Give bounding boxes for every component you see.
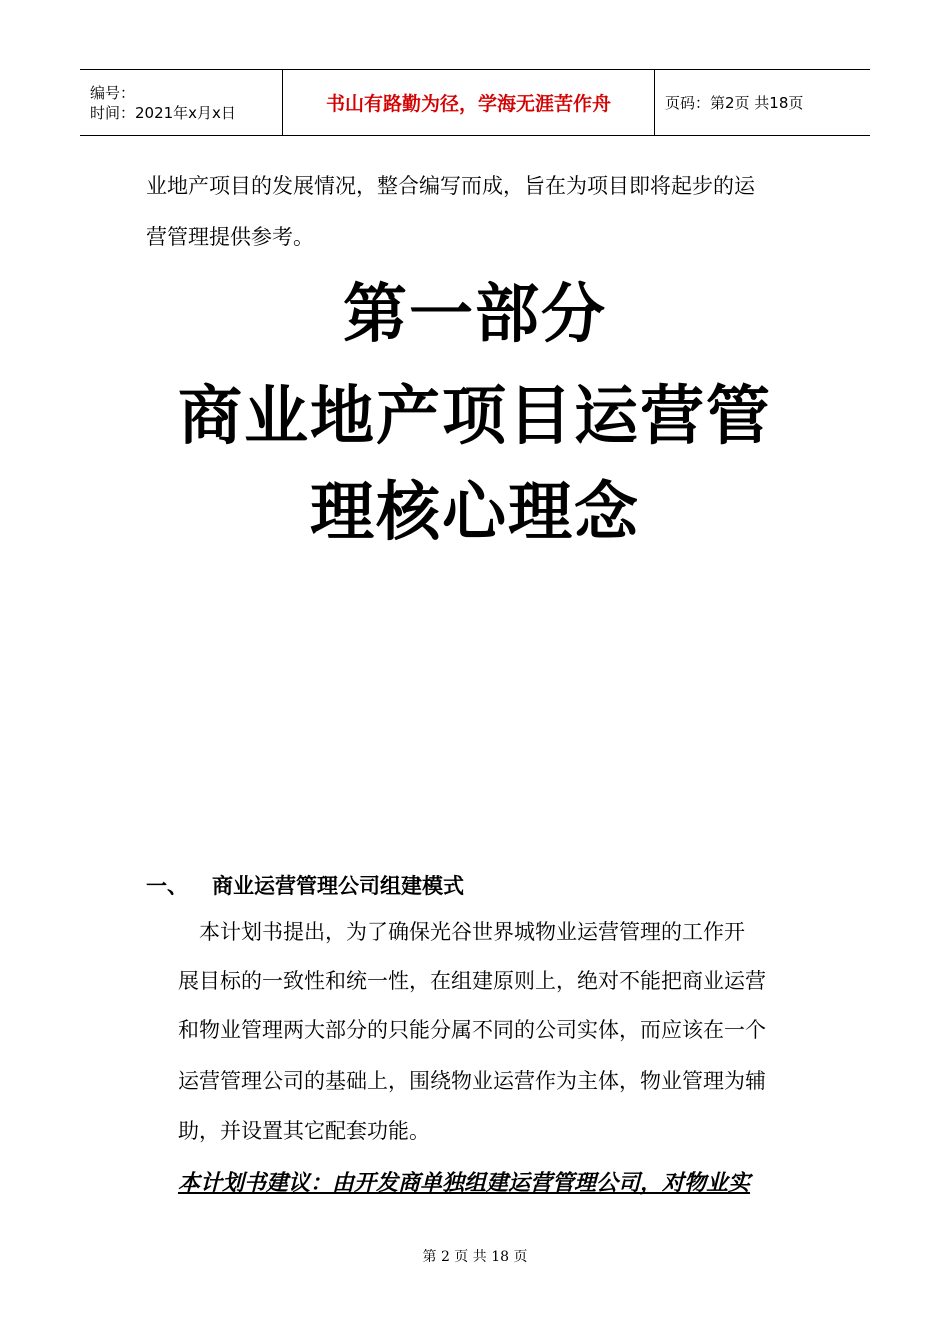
page-header bbox=[80, 69, 870, 136]
header-motto: 书山有路勤为径，学海无涯苦作舟 bbox=[325, 93, 611, 115]
suggestion-text: 本计划书建议：由开发商单独组建运营管理公司，对物业实 bbox=[178, 1170, 751, 1196]
section-number: 一、 bbox=[146, 874, 188, 898]
part-title: 第一部分 bbox=[343, 278, 607, 352]
part-subtitle-line-2: 理核心理念 bbox=[310, 476, 640, 550]
header-meta bbox=[80, 70, 282, 135]
section-heading bbox=[146, 870, 464, 900]
body-line: 和物业管理两大部分的只能分属不同的公司实体，而应该在一个 bbox=[178, 1018, 766, 1042]
section-title: 商业运营管理公司组建模式 bbox=[212, 874, 464, 898]
page-footer: 第 2 页 共 18 页 bbox=[422, 1249, 528, 1265]
header-motto-cell bbox=[282, 70, 655, 135]
body-line: 运营管理公司的基础上，围绕物业运营作为主体，物业管理为辅 bbox=[178, 1069, 766, 1093]
part-subtitle-line-1: 商业地产项目运营管 bbox=[178, 380, 772, 454]
document-time: 时间：2021年x月x日 bbox=[90, 103, 236, 122]
body-line: 本计划书提出，为了确保光谷世界城物业运营管理的工作开 bbox=[178, 920, 745, 944]
document-number-label: 编号： bbox=[90, 83, 136, 102]
intro-line-2: 营管理提供参考。 bbox=[146, 225, 314, 249]
body-line: 展目标的一致性和统一性，在组建原则上，绝对不能把商业运营 bbox=[178, 969, 766, 993]
intro-line-1: 业地产项目的发展情况，整合编写而成，旨在为项目即将起步的运 bbox=[146, 174, 755, 198]
body-line: 助，并设置其它配套功能。 bbox=[178, 1119, 430, 1143]
header-page-info: 页码：第2页 共18页 bbox=[665, 94, 804, 112]
